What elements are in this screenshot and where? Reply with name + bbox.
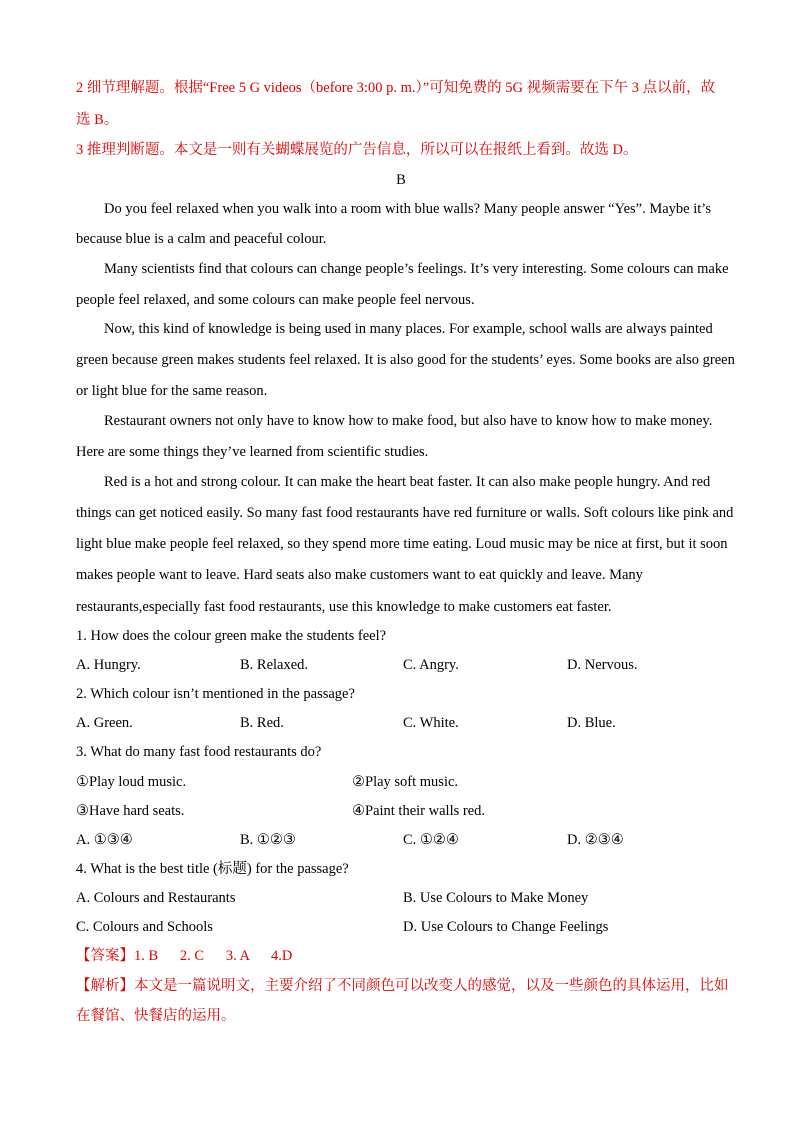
passage-line: makes people want to leave. Hard seats also make customers want to eat quickly and leave. Many [76,567,643,583]
option-a: A. Green. [76,715,133,731]
passage-line: Restaurant owners not only have to know how to make food, but also have to know how to make money. [104,413,713,429]
question-1: 1. How does the colour green make the students feel? [76,628,387,644]
passage-line: restaurants,especially fast food restaurants, use this knowledge to make customers eat faster. [76,599,612,615]
analysis-line-2: 在餐馆、快餐店的运用。 [76,1008,236,1024]
analysis-text: 本文是一篇说明文，主要介绍了不同颜色可以改变人的感觉，以及一些颜色的具体运用，比如 [134,978,729,994]
option-a: A. Colours and Restaurants [76,890,236,906]
option-d: D. Blue. [567,715,616,731]
option-b: B. ①②③ [240,832,296,848]
option-c: C. Angry. [403,657,459,673]
section-label: B [396,172,406,188]
analysis-line [76,976,729,996]
passage-line: Red is a hot and strong colour. It can make the heart beat faster. It can also make people hungry. And red [104,474,711,490]
passage-line: or light blue for the same reason. [76,383,268,399]
statement-item: ④Paint their walls red. [352,803,485,819]
analysis-q2-cont: 选 B。 [76,112,119,128]
statement-item: ②Play soft music. [352,774,459,790]
question-2: 2. Which colour isn’t mentioned in the passage? [76,686,355,702]
statement-item: ①Play loud music. [76,774,187,790]
answer-label: 【答案】 [76,948,134,964]
passage-line: because blue is a calm and peaceful colour. [76,231,327,247]
option-d: D. Use Colours to Change Feelings [403,919,609,935]
passage-line: Many scientists find that colours can change people’s feelings. It’s very interesting. Some colours can make [104,261,729,277]
passage-line: Do you feel relaxed when you walk into a room with blue walls? Many people answer “Yes”. Maybe it’s [104,201,711,217]
option-a: A. Hungry. [76,657,141,673]
passage-line: Now, this kind of knowledge is being used in many places. For example, school walls are always painted [104,321,713,337]
passage-line: people feel relaxed, and some colours can make people feel nervous. [76,292,475,308]
option-b: B. Red. [240,715,284,731]
option-a: A. ①③④ [76,832,133,848]
option-c: C. ①②④ [403,832,459,848]
option-c: C. Colours and Schools [76,919,213,935]
question-3: 3. What do many fast food restaurants do? [76,744,322,760]
option-d: D. ②③④ [567,832,624,848]
analysis-label: 【解析】 [76,978,134,994]
option-b: B. Use Colours to Make Money [403,890,589,906]
answer-line [76,946,292,966]
passage-line: things can get noticed easily. So many fast food restaurants have red furniture or walls. Soft colours like pink and [76,505,734,521]
option-c: C. White. [403,715,459,731]
answer-text: 1. B 2. C 3. A 4.D [134,948,293,964]
option-b: B. Relaxed. [240,657,309,673]
analysis-q2: 2 细节理解题。根据“Free 5 G videos（before 3:00 p. m.）”可知免费的 5G 视频需要在下午 3 点以前，故 [76,80,716,96]
passage-line: green because green makes students feel relaxed. It is also good for the students’ eyes. Some books are also green [76,352,735,368]
option-d: D. Nervous. [567,657,638,673]
passage-line: Here are some things they’ve learned from scientific studies. [76,444,429,460]
analysis-q3: 3 推理判断题。本文是一则有关蝴蝶展览的广告信息，所以可以在报纸上看到。故选 D。 [76,142,638,158]
statement-item: ③Have hard seats. [76,803,185,819]
passage-line: light blue make people feel relaxed, so they spend more time eating. Loud music may be nice at first, but it soon [76,536,728,552]
question-4: 4. What is the best title (标题) for the passage? [76,861,349,877]
